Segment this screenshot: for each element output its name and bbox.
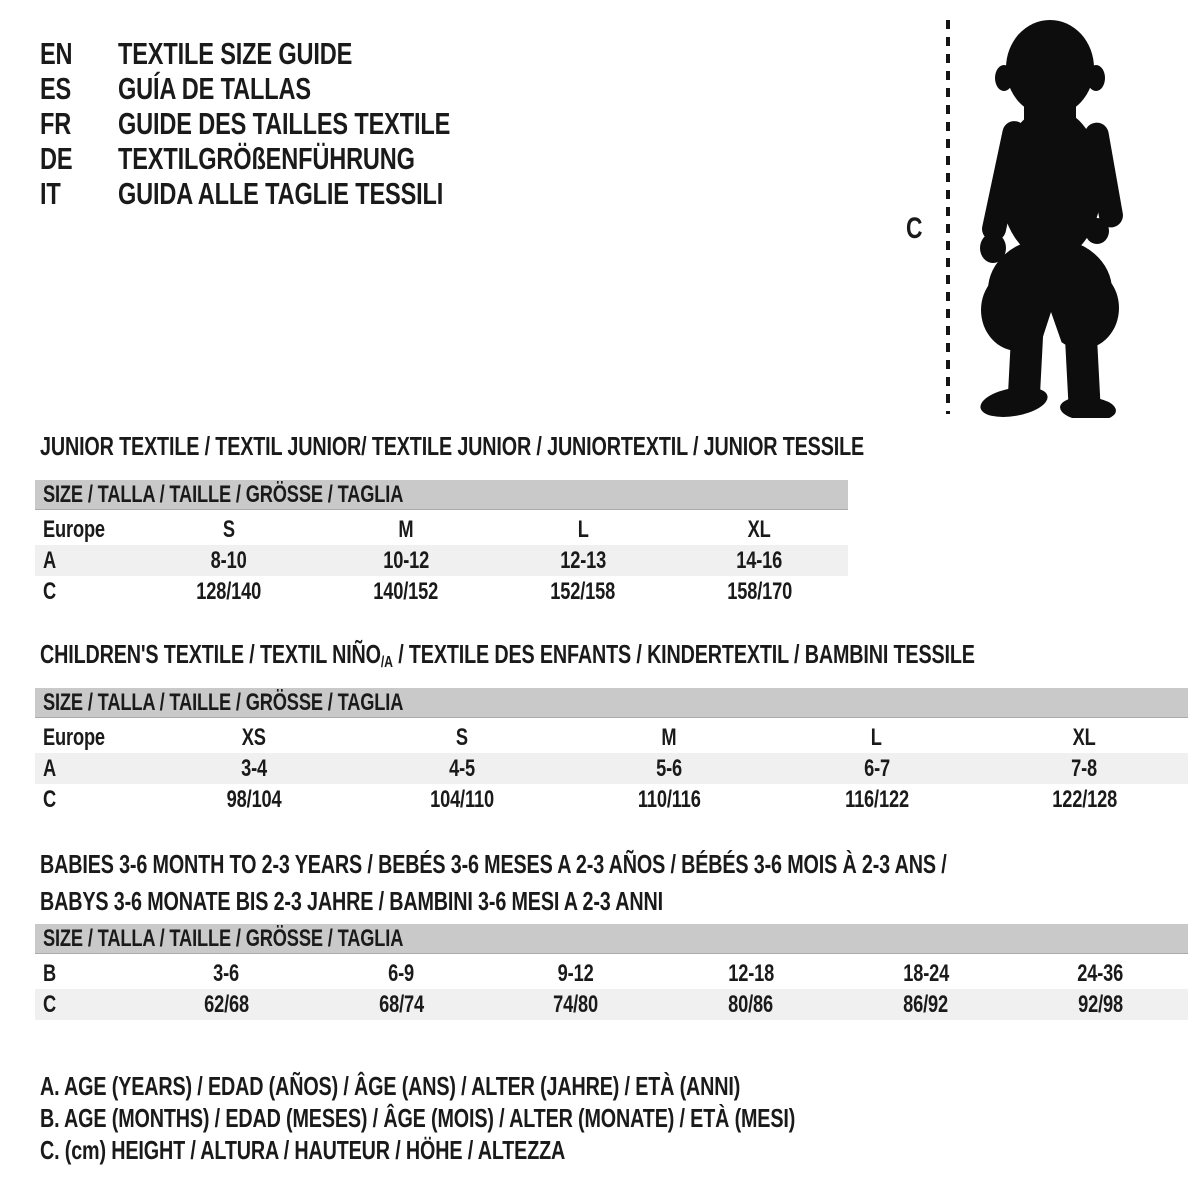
cell: 152/158 bbox=[550, 577, 616, 605]
cell: 116/122 bbox=[844, 785, 909, 813]
babies-size-table bbox=[35, 924, 1188, 1020]
table-row bbox=[35, 514, 848, 545]
legend-text-c: C. (cm) HEIGHT / ALTURA / HAUTEUR / HÖHE / ALTEZZA bbox=[40, 1134, 566, 1165]
lang-code: IT bbox=[40, 175, 61, 211]
row-label: C bbox=[43, 577, 57, 605]
row-label: Europe bbox=[43, 515, 105, 543]
children-heading-text bbox=[40, 640, 975, 672]
junior-heading-text: JUNIOR TEXTILE / TEXTIL JUNIOR/ TEXTILE JUNIOR / JUNIORTEXTIL / JUNIOR TESSILE bbox=[40, 431, 865, 461]
size-header-label: SIZE / TALLA / TAILLE / GRÖSSE / TAGLIA bbox=[43, 924, 404, 952]
cell: 98/104 bbox=[226, 785, 282, 813]
figure-height-label: C bbox=[906, 212, 923, 245]
junior-size-table bbox=[35, 480, 848, 607]
size-header-label: SIZE / TALLA / TAILLE / GRÖSSE / TAGLIA bbox=[43, 688, 404, 716]
table-row bbox=[35, 545, 848, 576]
row-label: A bbox=[43, 754, 57, 782]
lang-title: GUIDA ALLE TAGLIE TESSILI bbox=[118, 175, 444, 211]
lang-title: TEXTILGRÖßENFÜHRUNG bbox=[118, 140, 415, 176]
row-label: A bbox=[43, 546, 57, 574]
legend-line-b bbox=[40, 1102, 1034, 1134]
cell: S bbox=[455, 723, 468, 751]
cell: 68/74 bbox=[378, 990, 424, 1018]
cell: 3-6 bbox=[213, 959, 240, 987]
legend-text-b: B. AGE (MONTHS) / EDAD (MESES) / ÂGE (MOIS) / ALTER (MONATE) / ETÀ (MESI) bbox=[40, 1102, 796, 1133]
lang-row-fr bbox=[40, 106, 555, 141]
junior-table-header-band bbox=[35, 480, 848, 510]
lang-title: GUIDE DES TAILLES TEXTILE bbox=[118, 105, 451, 141]
cell: 62/68 bbox=[203, 990, 249, 1018]
lang-code: EN bbox=[40, 35, 73, 71]
cell: M bbox=[398, 515, 414, 543]
cell: 158/170 bbox=[727, 577, 793, 605]
lang-row-it bbox=[40, 176, 555, 211]
cell: 18-24 bbox=[902, 959, 949, 987]
cell: 8-10 bbox=[211, 546, 248, 574]
children-heading-part2: / TEXTILE DES ENFANTS / KINDERTEXTIL / BAMBINI TESSILE bbox=[392, 639, 975, 669]
cell: 140/152 bbox=[373, 577, 439, 605]
row-label: C bbox=[43, 785, 57, 813]
children-heading-subscript: /A bbox=[380, 652, 393, 671]
lang-code: FR bbox=[40, 105, 72, 141]
legend-line-c bbox=[40, 1134, 1034, 1166]
junior-section-heading bbox=[40, 432, 1124, 460]
cell: 9-12 bbox=[557, 959, 594, 987]
children-heading-part1: CHILDREN'S TEXTILE / TEXTIL NIÑO bbox=[40, 639, 381, 669]
cell: XL bbox=[1072, 723, 1096, 751]
cell: 4-5 bbox=[448, 754, 475, 782]
cell: 6-7 bbox=[863, 754, 890, 782]
cell: 24-36 bbox=[1077, 959, 1124, 987]
children-table-header-band bbox=[35, 688, 1188, 718]
row-label: B bbox=[43, 959, 57, 987]
cell: 10-12 bbox=[382, 546, 429, 574]
babies-heading-line1: BABIES 3-6 MONTH TO 2-3 YEARS / BEBÉS 3-6 MESES A 2-3 AÑOS / BÉBÉS 3-6 MOIS À 2-3 ANS / bbox=[40, 849, 947, 879]
cell: M bbox=[661, 723, 677, 751]
cell: 12-13 bbox=[559, 546, 606, 574]
cell: 86/92 bbox=[903, 990, 949, 1018]
babies-heading-line2: BABYS 3-6 MONATE BIS 2-3 JAHRE / BAMBINI 3-6 MESI A 2-3 ANNI bbox=[40, 886, 663, 916]
cell: 110/116 bbox=[637, 785, 701, 813]
lang-row-es bbox=[40, 71, 555, 106]
cell: XS bbox=[242, 723, 267, 751]
table-row bbox=[35, 722, 1188, 753]
legend-line-a bbox=[40, 1070, 1034, 1102]
table-row bbox=[35, 958, 1188, 989]
lang-title: GUÍA DE TALLAS bbox=[118, 70, 311, 106]
lang-code: ES bbox=[40, 70, 72, 106]
toddler-silhouette-icon bbox=[962, 12, 1140, 418]
table-row bbox=[35, 989, 1188, 1020]
size-header-label: SIZE / TALLA / TAILLE / GRÖSSE / TAGLIA bbox=[43, 480, 404, 508]
cell: 5-6 bbox=[656, 754, 683, 782]
language-title-list bbox=[40, 36, 555, 211]
table-row bbox=[35, 784, 1188, 815]
cell: 14-16 bbox=[736, 546, 783, 574]
children-size-table bbox=[35, 688, 1188, 815]
lang-row-en bbox=[40, 36, 555, 71]
row-label: Europe bbox=[43, 723, 105, 751]
babies-table-header-band bbox=[35, 924, 1188, 954]
lang-row-de bbox=[40, 141, 555, 176]
legend-text-a: A. AGE (YEARS) / EDAD (AÑOS) / ÂGE (ANS) / ALTER (JAHRE) / ETÀ (ANNI) bbox=[40, 1070, 741, 1101]
cell: 122/128 bbox=[1051, 785, 1117, 813]
children-section-heading bbox=[40, 640, 1200, 672]
height-measure-dashed-line bbox=[946, 20, 950, 414]
cell: 6-9 bbox=[388, 959, 415, 987]
lang-title: TEXTILE SIZE GUIDE bbox=[118, 35, 353, 71]
babies-section-heading bbox=[40, 846, 1200, 920]
cell: 3-4 bbox=[241, 754, 268, 782]
cell: 92/98 bbox=[1078, 990, 1124, 1018]
cell: 80/86 bbox=[728, 990, 774, 1018]
cell: L bbox=[577, 515, 589, 543]
cell: L bbox=[871, 723, 883, 751]
cell: 128/140 bbox=[196, 577, 262, 605]
cell: 12-18 bbox=[727, 959, 774, 987]
cell: XL bbox=[748, 515, 772, 543]
measurement-legend bbox=[40, 1070, 1034, 1166]
cell: S bbox=[223, 515, 236, 543]
cell: 7-8 bbox=[1071, 754, 1098, 782]
row-label: C bbox=[43, 990, 57, 1018]
cell: 104/110 bbox=[429, 785, 494, 813]
lang-code: DE bbox=[40, 140, 73, 176]
table-row bbox=[35, 576, 848, 607]
table-row bbox=[35, 753, 1188, 784]
cell: 74/80 bbox=[553, 990, 599, 1018]
